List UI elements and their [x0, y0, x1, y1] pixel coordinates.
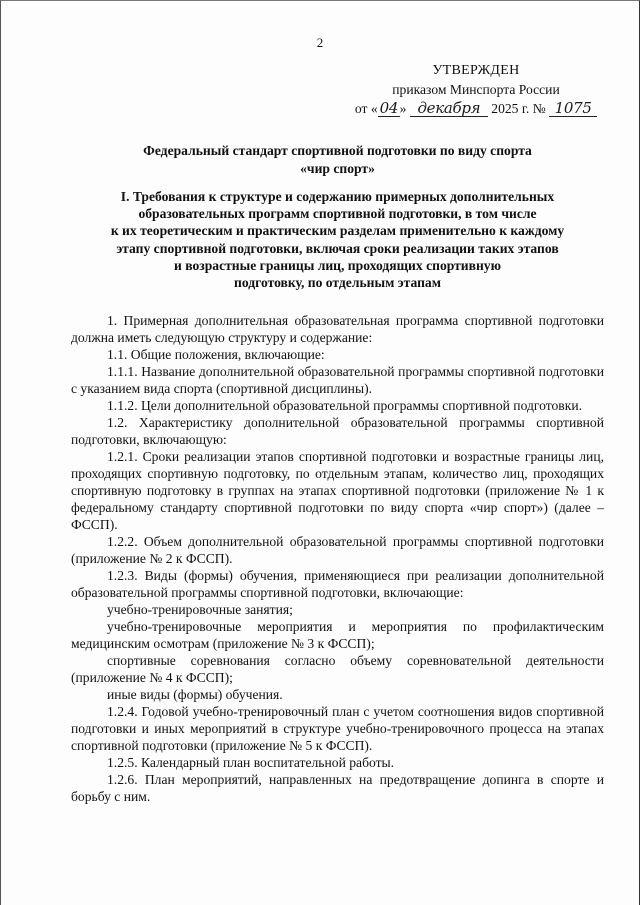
- paragraph: иные виды (формы) обучения.: [107, 687, 283, 702]
- paragraph: 1.2.1. Сроки реализации этапов спортивной подготовки и возрастные границы лиц, проходящих спортивную подготовку, по отдельным этапам, количество лиц, проходящих спортивную подготовку в группах на этапах спортивной подготовки (приложение № 1 к федеральному стандарту спортивной подготовки по виду спорта «чир спорт») (далее – ФССП).: [71, 449, 604, 532]
- approval-heading: УТВЕРЖДЕН: [432, 63, 520, 78]
- approval-order-text: приказом Минспорта России: [392, 82, 560, 97]
- paragraph: 1.2. Характеристику дополнительной образовательной программы спортивной подготовки, включающую:: [71, 415, 604, 447]
- paragraph: 1.2.3. Виды (формы) обучения, применяющиеся при реализации дополнительной образовательной программы спортивной подготовки, включающие:: [71, 568, 604, 600]
- title-line: «чир спорт»: [300, 161, 375, 176]
- paragraph: 1.1.1. Название дополнительной образовательной программы спортивной подготовки с указанием вида спорта (спортивной дисциплины).: [71, 364, 604, 396]
- page-number: 2: [316, 35, 324, 50]
- paragraph: учебно-тренировочные мероприятия и мероприятия по профилактическим медицинским осмотрам (приложение № 3 к ФССП);: [71, 619, 604, 651]
- section-line: I. Требования к структуре и содержанию примерных дополнительных: [120, 189, 555, 204]
- document-body: [71, 312, 604, 805]
- paragraph: 1.2.2. Объем дополнительной образовательной программы спортивной подготовки (приложение № 2 к ФССП).: [71, 534, 604, 566]
- paragraph: учебно-тренировочные занятия;: [107, 602, 293, 617]
- paragraph: 1.1. Общие положения, включающие:: [107, 347, 325, 362]
- paragraph: 1.2.4. Годовой учебно-тренировочный план с учетом соотношения видов спортивной подготовки и иных мероприятий в структуре учебно-тренировочного процесса на этапах спортивной подготовки (приложение № 5 к ФССП).: [71, 704, 604, 753]
- paragraph: спортивные соревнования согласно объему соревновательной деятельности (приложение № 4 к ФССП);: [71, 653, 604, 685]
- approval-date-line: [331, 99, 621, 118]
- handwritten-day: 04: [379, 99, 399, 117]
- paragraph: 1. Примерная дополнительная образовательная программа спортивной подготовки должна иметь следующую структуру и содержание:: [71, 313, 604, 345]
- paragraph: 1.1.2. Цели дополнительной образовательной программы спортивной подготовки.: [107, 398, 583, 413]
- section-line: к их теоретическим и практическим разделам применительно к каждому: [110, 223, 565, 239]
- paragraph: 1.2.6. План мероприятий, направленных на предотвращение допинга в спорте и борьбу с ним.: [71, 772, 604, 804]
- section-line: подготовку, по отдельным этапам: [234, 275, 441, 291]
- section-line: и возрастные границы лиц, проходящих спортивную: [174, 257, 501, 273]
- section-line: этапу спортивной подготовки, включая сроки реализации таких этапов: [116, 240, 559, 256]
- handwritten-month: декабря: [417, 99, 481, 117]
- handwritten-order-number: 1075: [554, 99, 592, 117]
- date-prefix: от «: [354, 101, 378, 116]
- title-line: Федеральный стандарт спортивной подготовки по виду спорта: [143, 143, 532, 158]
- document-title: [71, 142, 604, 178]
- section-heading: [71, 188, 604, 291]
- approval-block: [331, 61, 621, 118]
- paragraph: 1.2.5. Календарный план воспитательной работы.: [107, 755, 395, 770]
- date-mid: »: [399, 101, 407, 116]
- year-text: 2025 г. №: [491, 101, 546, 116]
- section-line: образовательных программ спортивной подготовки, в том числе: [138, 206, 537, 222]
